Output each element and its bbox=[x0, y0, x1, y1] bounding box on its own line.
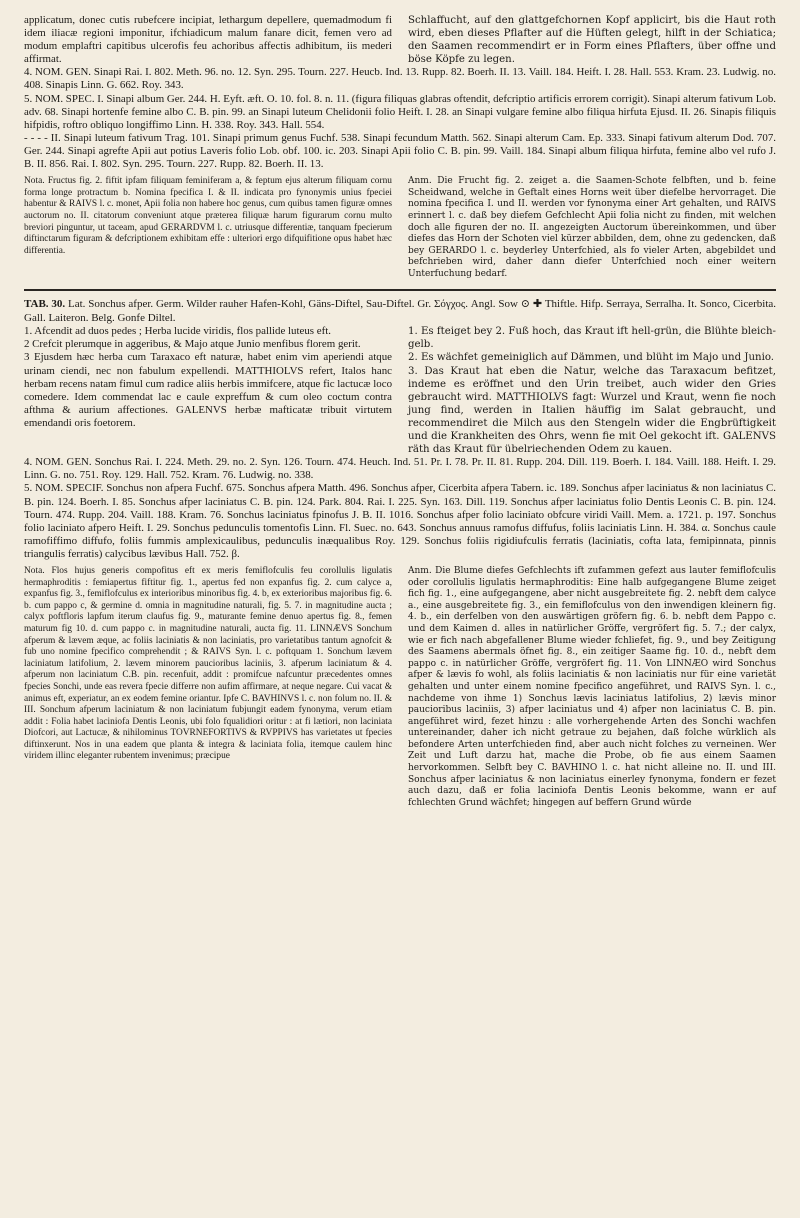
sinapi-nota-german: Anm. Die Frucht fig. 2. zeiget a. die Saamen-Schote felbften, und b. feine Scheidwand, welche in Geftalt eines Horns weit über diefelbe hervorraget. Die nomina fpecifica I. und II. werden vor fynonyma einer Art gehalten, und RAIVS erinnert l. c. daß bey diefem Gefchlecht Apii folia nicht zu finden, mit welchen doch alle figuren der no. II. angezeigten Auctorum übereinkommen, und über diefes das Horn der Schoten viel kürzer abbilden, dem, ohne zu gedencken, daß bey GERARDO l. c. beyderley Unterfchied, als fo vieler Arten, abgebildet und befchrieben wird, daher dann diefer Unterfchied noch einer weitern Unterfuchung bedarf. bbox=[408, 176, 776, 279]
german-intro-paragraph: Schlaffucht, auf den glattgefchornen Kopf applicirt, bis die Haut roth wird, eben dieses Pflafter auf die Hüften gelegt, hilft in der Schiatica; den Saamen recommendirt er in Form eines Pflafters, über offne und böse Köpfe zu legen. bbox=[408, 15, 776, 66]
tab-30-heading bbox=[24, 298, 776, 325]
sonchus-latin-column bbox=[24, 325, 392, 456]
sonchus-german-column bbox=[408, 325, 776, 456]
sinapi-nom-spec-entry: 5. NOM. SPEC. I. Sinapi album Ger. 244. H. Eyft. æft. O. 10. fol. 8. n. 11. (figura filiquas glabras oftendit, defcriptio artificis errorem corrigit). Sinapi alterum fativum Lob. adv. 68. Sinapi hortenfe femine albo C. B. pin. 99. an Sinapi luteum Chelidonii folio Heift. I. 28. an Sinapi vulgare femine albo filiqua hirfuta Ejusd. II. 26. Sinapis filiquis hifpidis, roftro obliquo longiffimo Linn. H. 338. Roy. 343. Hall. 554. bbox=[24, 92, 776, 131]
german-column-intro bbox=[408, 14, 776, 66]
sonchus-nota-latin-column bbox=[24, 566, 392, 809]
sonchus-latin-item-3: 3 Ejusdem hæc herba cum Taraxaco eft naturæ, habet enim vim aperiendi atque urinam ciendi, nec non fabulum expellendi. MATTHIOLVS refert, Italos hanc herbam recens natam fimul cum radice aliis herbis immifcere, atque fic lactucæ loco comedere. Idem commendat lac e caule expreffum & cum oleo coctum contra afthma & aurium affectiones. GALENVS herbæ mafticatæ tribuit virtutem emendandi oris foetorem. bbox=[24, 351, 393, 429]
sonchus-german-item-1: 1. Es fteiget bey 2. Fuß hoch, das Kraut ift hell-grün, die Blühte bleich-gelb. bbox=[408, 326, 776, 351]
sonchus-nota-latin: Nota. Flos hujus generis compofitus eft ex meris femiflofculis feu corollulis ligulatis hermaphroditis : femiapertus fiftitur fig. 1., apertus fed non expanfus fig. 2. cum calyce a, expanfus fig. 3., femiflofculus ex interioribus minoribus fig. 4. b, ex exterioribus majoribus fig. 6. b. cum pappo c, & germine d. omnia in magnitudine naturali, fig. 5. 7. in magnitudine aucta ; calyx poftfloris lapfum iterum claufus fig. 9., maturante femine denuo apertus fig. 8., femen maturum fig 10. d. cum pappo c. in magnitudine naturali, aucta fig. 11. LINNÆVS Sonchum afperum & lævem æque, ac foliis laciniatis & non laciniatis, pro varietatibus tantum agnofcit & fub uno nomine fpecifico comprehendit ; & RAIVS Syn. l. c. poftquam 1. Sonchum lævem laciniatum latifolium, 2. lævem minorem paucioribus laciniis, 3. afperum laciniatum & 4. afperum non laciniatum C.B. pin. recenfuit, addit : promifcue nafcuntur præcedentes omnes fpecies Sonchi, unde eas revera fpecie differre non aufim affirmare, at neque negare. Cui vacat & animus eft, experiatur, an ex eodem femine oriantur. Ipfe C. BAVHINVS l. c. non folum no. II. & III. Sonchum afperum laciniatum & non laciniatum fubjungit eadem fynonyma, verum etiam addit : Folia habet laciniofa Dentis Leonis, ubi folo fqualidiori oritur : at fi lætiori, non laciniata Diofcori, aut Lactucæ, & nihilominus TOVRNEFORTIVS & RVPPIVS has varietates ut fpecies diftinxerunt. Nos in una eadem que planta & integra & laciniata folia, itemque caulem hinc viridem illinc eleganter rubentem invenimus; præcipue bbox=[24, 565, 392, 762]
sinapi-nota-latin-column bbox=[24, 176, 392, 280]
sinapi-nota-columns bbox=[24, 176, 776, 280]
section-divider bbox=[24, 289, 776, 291]
sonchus-latin-item-1: 1. Afcendit ad duos pedes ; Herba lucide viridis, flos pallide luteus eft. bbox=[24, 325, 331, 338]
sonchus-latin-item-2: 2 Crefcit plerumque in aggeribus, & Majo atque Junio menfibus florem gerit. bbox=[24, 338, 361, 351]
sinapi-nom-spec-ii-entry: - - - - II. Sinapi luteum fativum Trag. 101. Sinapi primum genus Fuchf. 538. Sinapi fecundum Matth. 562. Sinapi alterum Cam. Ep. 333. Sinapi fativum alterum Dod. 707. Ger. 244. Sinapi agrefte Apii aut potius Laveris folio Lob. obf. 100. ic. 203. Sinapi Apii folio C. B. pin. 99. Vaill. 184. Sinapi album filiqua hirfuta, femine albo vel rufo J. B. II. 856. Rai. I. 802. Syn. 295. Tourn. 227. Rupp. 82. Boerh. II. 13. bbox=[24, 131, 776, 171]
sonchus-german-item-3: 3. Das Kraut hat eben die Natur, welche das Taraxacum befitzet, indeme es eröffnet und den Urin treibet, auch wider den Gries gebraucht wird. MATTHIOLVS fagt: Wurzel und Kraut, wenn fie noch jung find, werden in Italien häuffig im Salat gebraucht, und recommendiret die Milch aus den Stengeln wider die Engbrüftigkeit und die Krankheiten des Ohrs, wenn fie mit Oel gekocht ift. GALENVS räth das Kraut für übelriechenden Odem zu kauen. bbox=[408, 365, 776, 456]
sonchus-nom-specif-entry: 5. NOM. SPECIF. Sonchus non afpera Fuchf. 675. Sonchus afpera Matth. 496. Sonchus afper, Cicerbita afpera Tabern. ic. 189. Sonchus afper laciniatus & non laciniatus C. B. pin. 124. Boerh. I. 85. Sonchus afper laciniatus C. B. pin. 124. Park. 804. Rai. I. 225. Syn. 163. Dill. 119. Sonchus afper laciniatus folio Dentis Leonis C. B. pin. 124. Tourn. 474. Rupp. 204. Vaill. 188. Kram. 76. Sonchus laciniatus fpinofus J. B. II. 1016. Sonchus afper folio laciniato obfcure viridi Vaill. Mem. a. 1721. p. 197. Sonchus folio laciniato afpero Heift. I. 29. Sonchus pedunculis tomentofis Linn. Fl. Suec. no. 643. Sonchus annuus ramofus diffufus, foliis laciniatis Linn. H. 384. α. Sonchus caule ramofiffimo diffufo, foliis fummis amplexicaulibus, pedunculis inæqualibus Roy. 129. Sonchus foliis rigidiufculis ferratis (laciniatis, cofta lata, femipinnata, pinnis triangulis ferratis) calycibus lævibus Hall. 752. β. bbox=[24, 482, 776, 560]
tab-label: TAB. 30. bbox=[24, 298, 66, 311]
tab-names: Lat. Sonchus afper. Germ. Wilder rauher Hafen-Kohl, Gäns-Diftel, Sau-Diftel. Gr. Σόγχος. Angl. Sow ⊙ ✚ Thiftle. Hifp. Serraya, Serralha. It. Sonco, Cicerbita. Gall. Laiteron. Belg. Gonfe Diltel. bbox=[24, 298, 777, 324]
sinapi-nota-german-column bbox=[408, 176, 776, 280]
sinapi-nom-gen-entry: 4. NOM. GEN. Sinapi Rai. I. 802. Meth. 96. no. 12. Syn. 295. Tourn. 227. Heucb. Ind. 13. Rupp. 82. Boerh. II. 13. Vaill. 184. Heift. I. 28. Hall. 553. Kram. 23. Ludwig. no. 408. Sinapis Linn. G. 662. Roy. 343. bbox=[24, 66, 776, 92]
sinapi-nota-latin: Nota. Fructus fig. 2. fiftit ipfam filiquam feminiferam a, & feptum ejus alterum filiquam cornu forma longe protractum b. Nomina fpecifica I. & II. indicata pro fynonymis unius fpeciei habentur & RAIVS l. c. monet, Apii folia non habere hoc genus, cum quibus tamen figuræ omnes auctorum no. II. citatorum conveniunt atque præterea filiquæ harum figurarum cornu multo breviori pinguntur, ut taceam, apud GERARDVM l. c. utriusque differentiæ, tanquam fpecierum diftinctarum figuram & defcriptionem exhibitam effe : ulteriori ergo difquifitione opus habet hæc differentia. bbox=[24, 176, 392, 256]
sonchus-nota-german-column bbox=[408, 566, 776, 809]
latin-intro-paragraph: applicatum, donec cutis rubefcere incipiat, lethargum depellere, quemadmodum fi idem iliacæ regioni imponitur, ifchiadicum malum fanare dicit, femen vero ad modum emplaftri capitibus ulcerofis feu achoribus affectis adhibitum, iis mederi affirmat. bbox=[24, 14, 392, 66]
sonchus-nom-gen-entry: 4. NOM. GEN. Sonchus Rai. I. 224. Meth. 29. no. 2. Syn. 126. Tourn. 474. Heuch. Ind. 51. Pr. I. 78. Pr. II. 81. Rupp. 204. Dill. 119. Boerh. I. 184. Vaill. 188. Heift. I. 29. Linn. G. no. 751. Roy. 129. Hall. 752. Kram. 76. Ludwig. no. 338. bbox=[24, 456, 776, 482]
sonchus-description-columns bbox=[24, 325, 776, 456]
sonchus-german-item-2: 2. Es wächfet gemeiniglich auf Dämmen, und blüht im Majo und Junio. bbox=[408, 352, 775, 364]
sonchus-nota-columns bbox=[24, 566, 776, 809]
latin-column-intro bbox=[24, 14, 392, 66]
top-intro-columns bbox=[24, 14, 776, 66]
sonchus-nota-german: Anm. Die Blume diefes Gefchlechts ift zufammen gefezt aus lauter femiflofculis oder corollulis ligulatis hermaphroditis: Eine halb aufgegangene Blume zeiget fich fig. 1., eine aufgegangene, aber nicht ausgebreitete fig. 2. nebft dem calyce a., eine ausgebreitete fig. 3., ein femiflofculus von den inwendigen kleinern fig. 4. b., ein derfelben von den auswärtigen gröfern fig. 6. b. nebft dem Pappo c. und dem Kaimen d. alles in natürlicher Gröffe, vergröfert fig. 5. 7.; der calyx, wie er fich nach abgefallener Blume wieder fchliefet, fig. 9., und bey Zeitigung des Saamens abermals öfnet fig. 8., ein zeitiger Saame fig. 10. d., nebft dem pappo c. in natürlicher Gröffe, vergröfert fig. 11. Von LINNÆO wird Sonchus afper & lævis fo wohl, als foliis laciniatis & non laciniatis nur für eine varietät gehalten und unter einem nomine fpecifico angeführet, und RAIVS Syn. l. c., nachdeme von ihme 1) Sonchus lævis laciniatus latifolius, 2) lævis minor paucioribus laciniis, 3) afper laciniatus und 4) afper non laciniatus C. B. pin. angeführet wird, fezet hinzu : alle vorhergehende Arten des Sonchi wachfen untereinander, daher ich nicht getraue zu bejahen, daß folche würklich als befondere Arten unterfchieden find, aber auch nicht folches zu verneinen. Wer Zeit und Luft darzu hat, mache die Probe, ob fie aus einem Saamen hervorkommen. Selbft bey C. BAVHINO l. c. hat nicht alleine no. II. und III. Sonchus afper laciniatus & non laciniatus einerley fynonyma, fondern er fezet auch dazu, daß er folia laciniofa Dentis Leonis bekomme, wann er auf fchlechten Grund wächfet; hingegen auf beffern Grund würde bbox=[408, 565, 776, 808]
